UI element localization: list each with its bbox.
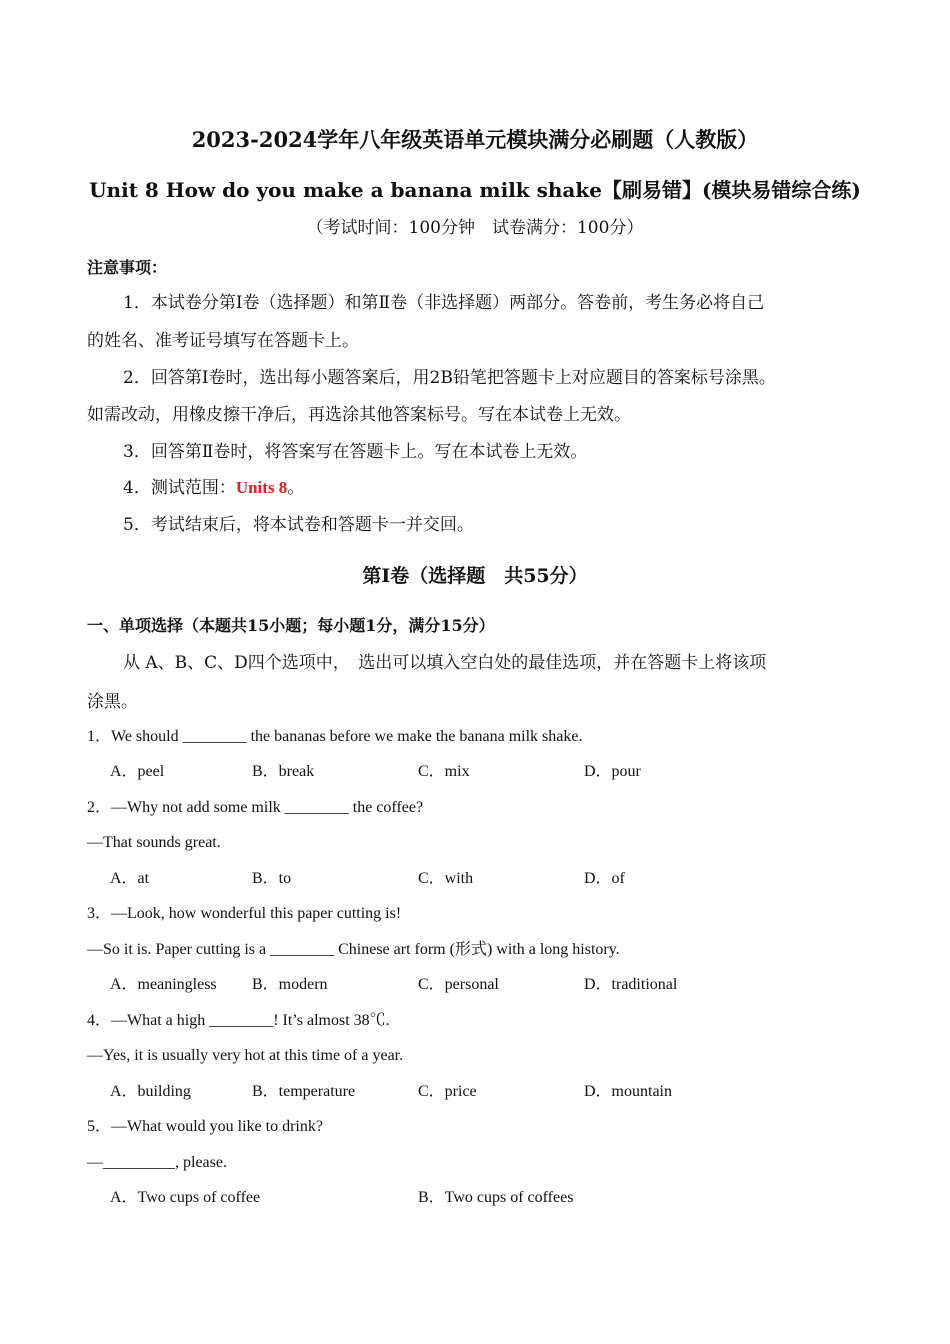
notice-item-1-line-1: 1．本试卷分第Ⅰ卷（选择题）和第Ⅱ卷（非选择题）两部分。答卷前，考生务必将自己 bbox=[123, 293, 765, 313]
question-3-option-a: A．meaningless bbox=[110, 976, 217, 993]
unit-title: Unit 8 How do you make a banana milk shake【刷易错】(模块易错综合练) bbox=[89, 178, 861, 202]
question-2-option-a: A．at bbox=[110, 870, 150, 887]
question-1-option-d: D．pour bbox=[584, 763, 641, 780]
question-4-option-c: C．price bbox=[418, 1083, 477, 1100]
notice-title: 注意事项： bbox=[87, 258, 168, 277]
question-3-option-c: C．personal bbox=[418, 976, 499, 993]
question-1-stem: 1．We should ________ the bananas before we make the banana milk shake. bbox=[87, 728, 583, 745]
question-3-stem: 3．—Look, how wonderful this paper cutting is! bbox=[87, 905, 402, 922]
notice-item-4 bbox=[123, 474, 883, 502]
question-1-option-b: B．break bbox=[252, 763, 315, 780]
question-3-reply: —So it is. Paper cutting is a ________ Chinese art form (形式) with a long history. bbox=[87, 941, 620, 958]
question-2-stem: 2．—Why not add some milk ________ the coffee? bbox=[87, 799, 424, 816]
notice-item-5: 5．考试结束后，将本试卷和答题卡一并交回。 bbox=[123, 515, 474, 535]
notice-item-2-line-2: 如需改动，用橡皮擦干净后，再选涂其他答案标号。写在本试卷上无效。 bbox=[87, 405, 631, 425]
question-1-option-a: A．peel bbox=[110, 763, 165, 780]
question-3-option-d: D．traditional bbox=[584, 976, 678, 993]
notice-item-4-suffix: 。 bbox=[287, 478, 305, 498]
notice-item-2-line-1: 2．回答第Ⅰ卷时，选出每小题答案后，用2B铅笔把答题卡上对应题目的答案标号涂黑。 bbox=[123, 368, 776, 388]
question-4-option-a: A．building bbox=[110, 1083, 191, 1100]
instruction-line-2: 涂黑。 bbox=[87, 692, 138, 712]
test-range: Units 8 bbox=[235, 478, 288, 497]
question-5-option-b: B．Two cups of coffees bbox=[418, 1189, 574, 1206]
notice-item-1-line-2: 的姓名、准考证号填写在答题卡上。 bbox=[87, 331, 359, 351]
question-4-stem: 4．—What a high ________! It’s almost 38℃. bbox=[87, 1012, 390, 1029]
exam-title: 2023-2024学年八年级英语单元模块满分必刷题（人教版） bbox=[191, 127, 759, 152]
question-5-stem: 5．—What would you like to drink? bbox=[87, 1118, 323, 1135]
question-5-reply: —_________, please. bbox=[87, 1154, 227, 1171]
question-3-option-b: B．modern bbox=[252, 976, 328, 993]
notice-item-3: 3．回答第Ⅱ卷时，将答案写在答题卡上。写在本试卷上无效。 bbox=[123, 442, 588, 462]
question-1-option-c: C．mix bbox=[418, 763, 470, 780]
question-2-option-d: D．of bbox=[584, 870, 625, 887]
exam-info: （考试时间：100分钟 试卷满分：100分） bbox=[306, 218, 644, 238]
notice-item-4-prefix: 4．测试范围： bbox=[123, 478, 236, 498]
question-2-option-b: B．to bbox=[252, 870, 292, 887]
part-1-title: 一、单项选择（本题共15小题；每小题1分，满分15分） bbox=[87, 616, 495, 635]
question-2-reply: —That sounds great. bbox=[87, 834, 221, 851]
question-5-option-a: A．Two cups of coffee bbox=[110, 1189, 261, 1206]
question-4-option-d: D．mountain bbox=[584, 1083, 672, 1100]
question-4-option-b: B．temperature bbox=[252, 1083, 356, 1100]
section-title: 第I卷（选择题 共55分） bbox=[362, 565, 588, 587]
instruction-line-1: 从 A、B、C、D四个选项中， 选出可以填入空白处的最佳选项，并在答题卡上将该项 bbox=[123, 653, 767, 673]
question-2-option-c: C．with bbox=[418, 870, 474, 887]
question-4-reply: —Yes, it is usually very hot at this time of a year. bbox=[87, 1047, 404, 1064]
